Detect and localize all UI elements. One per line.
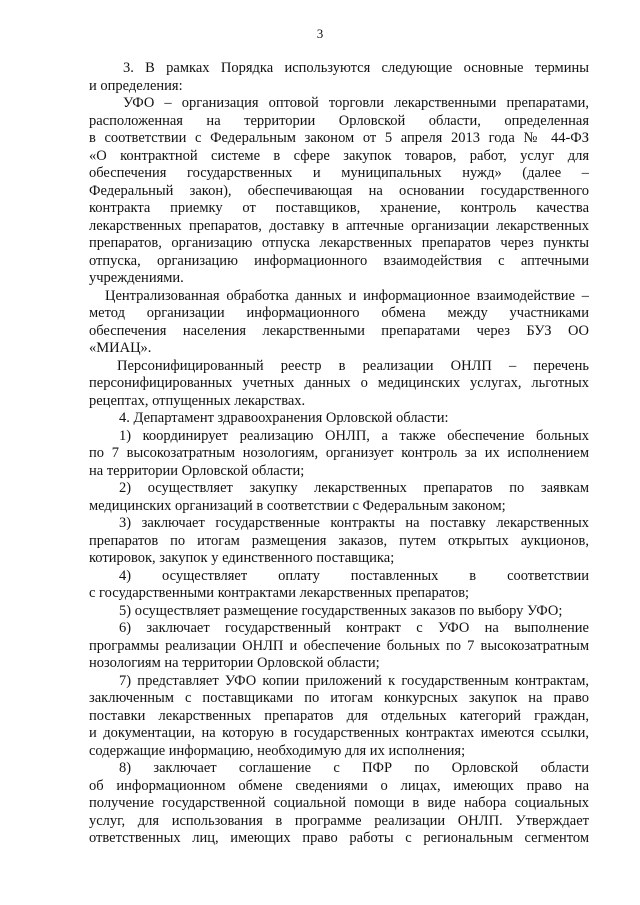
body-text	[89, 60, 589, 848]
page-number: 3	[316, 26, 324, 41]
text-line: 4. Департамент здравоохранения Орловской области:	[119, 410, 449, 426]
text-line: 3. В рамках Порядка используются следующие основные термины	[123, 60, 589, 76]
text-line: отпуска, организацию информационного взаимодействия с аптечными	[89, 252, 589, 269]
text-line: 2) осуществляет закупку лекарственных препаратов по заявкам	[119, 480, 589, 496]
text-line: лекарственных препаратов, доставку в аптечные организации лекарственных	[89, 217, 589, 234]
text-line: 3) заключает государственные контракты на поставку лекарственных	[119, 515, 589, 531]
text-line: контракта приемку от поставщиков, хранение, контроль качества	[89, 200, 589, 216]
text-line: учреждениями.	[89, 270, 184, 286]
text-line: 6) заключает государственный контракт с УФО на выполнение	[119, 620, 589, 636]
text-line: и документации, на которую в государственных контрактах имеются ссылки,	[89, 725, 589, 741]
text-line: УФО – организация оптовой торговли лекарственными препаратами,	[123, 95, 589, 111]
text-line: с государственными контрактами лекарственных препаратов;	[89, 585, 470, 601]
text-line: получение государственной социальной помощи в виде набора социальных	[89, 795, 589, 811]
text-line: метод организации информационного обмена между участниками	[89, 305, 589, 321]
text-line: в соответствии с Федеральным законом от 5 апреля 2013 года № 44-ФЗ	[89, 130, 589, 146]
text-line: обеспечения населения лекарственными препаратами через БУЗ ОО	[89, 322, 589, 339]
text-line: программы реализации ОНЛП и обеспечение больных по 7 высокозатратным	[89, 637, 589, 654]
text-line: услуг, для использования в программе реализации ОНЛП. Утверждает	[89, 812, 589, 829]
text-line: 8) заключает соглашение с ПФР по Орловской области	[119, 760, 589, 776]
text-line: на территории Орловской области;	[89, 462, 305, 479]
text-line: об информационном обмене сведениями о лицах, имеющих право на	[89, 777, 589, 794]
text-line: поставки лекарственных препаратов для отдельных категорий граждан,	[89, 707, 589, 724]
text-line: 4) осуществляет оплату поставленных в соответствии	[119, 567, 589, 584]
text-line: Персонифицированный реестр в реализации ОНЛП – перечень	[117, 357, 589, 374]
text-line: препаратов по итогам размещения заказов, путем открытых аукционов,	[89, 532, 589, 549]
text-line: по 7 высокозатратным нозологиям, организует контроль за их исполнением	[89, 445, 589, 461]
text-line: расположенная на территории Орловской области, определенная	[89, 112, 589, 129]
text-line: 5) осуществляет размещение государственных заказов по выбору УФО;	[119, 602, 563, 619]
text-line: 7) представляет УФО копии приложений к государственным контрактам,	[119, 672, 589, 689]
text-line: заключенным с поставщиками по итогам конкурсных закупок на право	[89, 690, 589, 706]
text-line: Централизованная обработка данных и информационное взаимодействие –	[105, 287, 589, 304]
text-line: рецептах, отпущенных лекарствах.	[89, 392, 306, 409]
text-line: 1) координирует реализацию ОНЛП, а также обеспечение больных	[119, 427, 589, 444]
text-line: и определения:	[89, 77, 183, 94]
text-line: ответственных лиц, имеющих право работы с региональным сегментом	[89, 830, 589, 846]
text-line: Федеральный закон), обеспечивающая на основании государственного	[89, 182, 589, 199]
text-line: «МИАЦ».	[89, 340, 152, 356]
text-line: препаратов, организацию отпуска лекарственных препаратов через пункты	[89, 235, 589, 251]
text-line: обеспечения государственных и муниципальных нужд» (далее –	[89, 165, 589, 181]
text-line: медицинских организаций в соответствии с Федеральным законом;	[89, 497, 506, 514]
text-line: «О контрактной системе в сфере закупок товаров, работ, услуг для	[89, 147, 589, 164]
text-line: котировок, закупок у единственного поставщика;	[89, 550, 395, 566]
text-line: нозологиям на территории Орловской области;	[89, 655, 380, 671]
text-line: содержащие информацию, необходимую для их исполнения;	[89, 742, 466, 759]
text-line: персонифицированных учетных данных о медицинских услугах, льготных	[89, 375, 589, 391]
